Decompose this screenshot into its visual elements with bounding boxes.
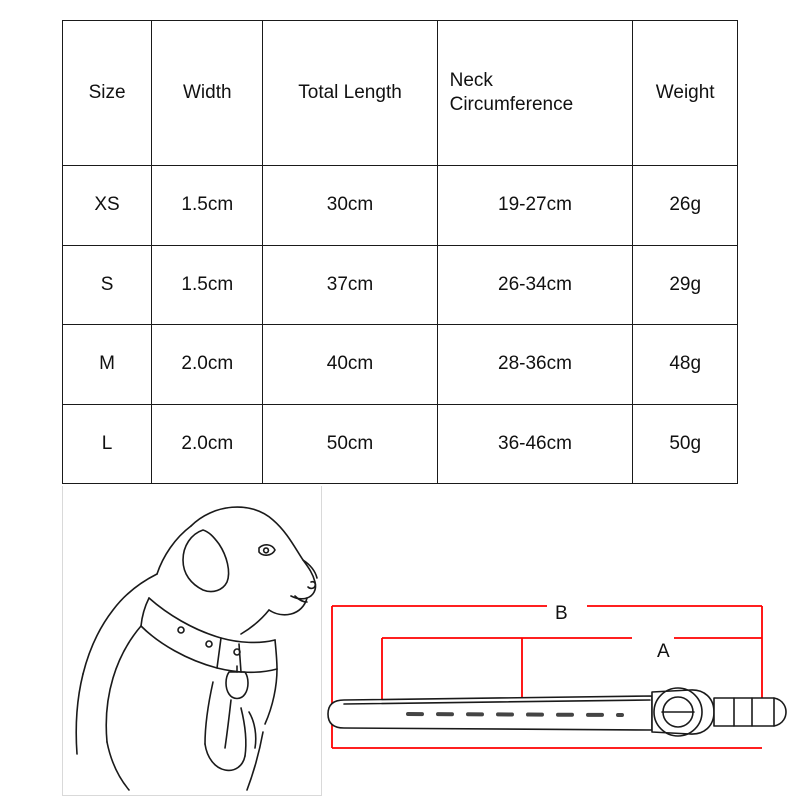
collar-measurement-diagram [322,486,792,796]
cell-neck: 28-36cm [437,325,633,404]
column-header-total-length: Total Length [263,21,437,166]
table-row [63,404,738,483]
cell-size: S [63,245,152,324]
table-header-row [63,21,738,166]
cell-weight: 29g [633,245,738,324]
cell-total-length: 50cm [263,404,437,483]
dog-illustration-panel [62,486,322,796]
neck-header-line-1: Neck [449,70,493,92]
cell-neck: 19-27cm [437,166,633,245]
column-header-width: Width [152,21,263,166]
collar-measurement-panel [322,486,792,798]
cell-width: 2.0cm [152,404,263,483]
dog-wearing-collar-line-drawing [63,486,321,794]
neck-header-line-2: Circumference [449,94,574,116]
cell-size: M [63,325,152,404]
cell-neck: 26-34cm [437,245,633,324]
cell-neck: 36-46cm [437,404,633,483]
table-row [63,245,738,324]
cell-weight: 48g [633,325,738,404]
column-header-size: Size [63,21,152,166]
cell-total-length: 30cm [263,166,437,245]
cell-total-length: 37cm [263,245,437,324]
column-header-weight: Weight [633,21,738,166]
size-chart [62,20,738,484]
cell-size: XS [63,166,152,245]
dimension-label-a: A [657,641,670,662]
cell-width: 1.5cm [152,245,263,324]
cell-width: 1.5cm [152,166,263,245]
cell-weight: 26g [633,166,738,245]
cell-total-length: 40cm [263,325,437,404]
table-row [63,166,738,245]
cell-weight: 50g [633,404,738,483]
cell-width: 2.0cm [152,325,263,404]
illustration-area [0,486,800,800]
table-row [63,325,738,404]
cell-size: L [63,404,152,483]
size-table [62,20,738,484]
dimension-label-b: B [555,603,568,624]
column-header-neck-circumference [437,21,633,166]
